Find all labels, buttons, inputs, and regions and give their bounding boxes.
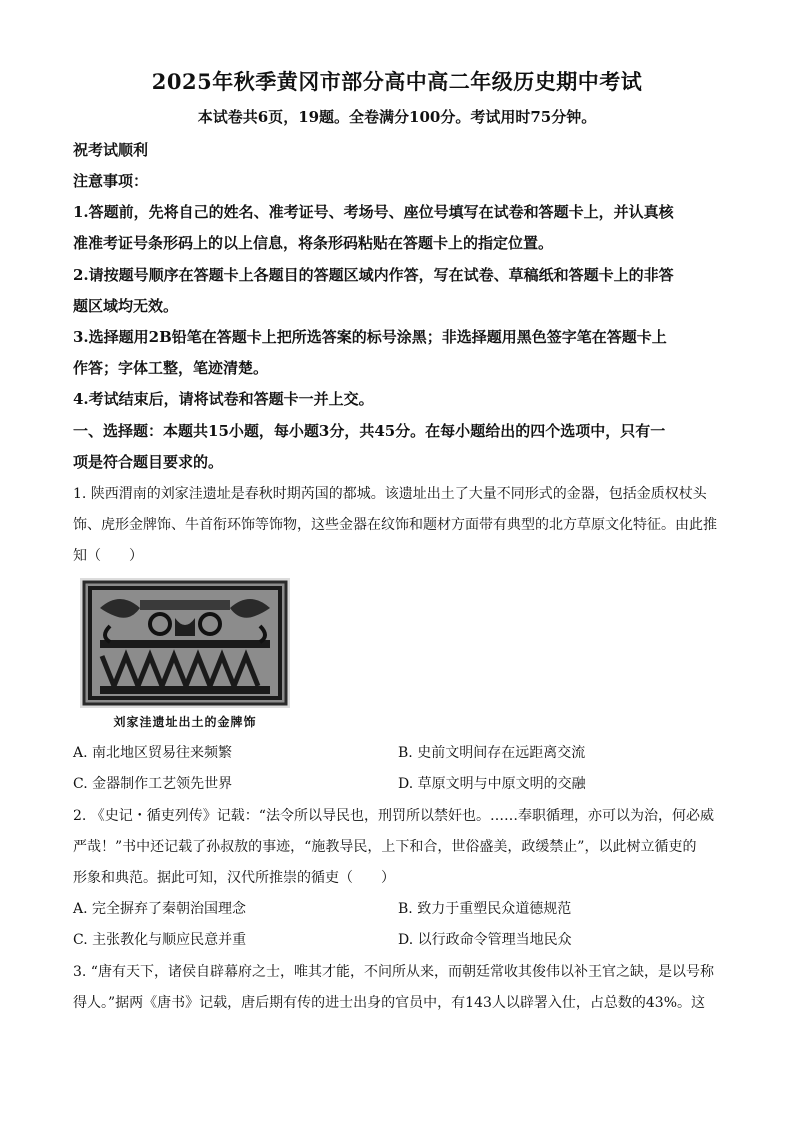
notice-line: 作答；字体工整，笔迹清楚。	[73, 359, 269, 377]
notice-heading: 注意事项：	[73, 172, 149, 190]
question-2-text: 形象和典范。据此可知，汉代所推崇的循吏（ ）	[73, 870, 395, 886]
notice-line: 准准考证号条形码上的以上信息，将条形码粘贴在答题卡上的指定位置。	[73, 234, 554, 252]
question-2-text: 2. 《史记・循吏列传》记载：“法令所以导民也，刑罚所以禁奸也。……奉职循理，亦可以为治，何必威	[73, 808, 714, 824]
section-heading: 项是符合题目要求的。	[73, 453, 224, 471]
option-c: C. 金器制作工艺领先世界	[73, 776, 233, 792]
question-2-text: 严哉！”书中还记载了孙叔敖的事迹，“施教导民，上下和合，世俗盛美，政缓禁止”，以此树立循吏的	[73, 839, 697, 855]
exam-subtitle: 本试卷共6页，19题。全卷满分100分。考试用时75分钟。	[197, 108, 597, 126]
question-3-text: 3. “唐有天下，诸侯自辟幕府之士，唯其才能，不问所从来，而朝廷常收其俊伟以补王官之缺，是以号称	[73, 964, 714, 980]
question-1-text: 1. 陕西渭南的刘家洼遗址是春秋时期芮国的都城。该遗址出土了大量不同形式的金器，包括金质权杖头	[73, 486, 707, 502]
notice-line: 3.选择题用2B铅笔在答题卡上把所选答案的标号涂黑；非选择题用黑色签字笔在答题卡上	[73, 328, 667, 346]
option-a: A. 南北地区贸易往来频繁	[73, 745, 233, 761]
notice-line: 4.考试结束后，请将试卷和答题卡一并上交。	[73, 390, 374, 408]
notice-line: 2.请按题号顺序在答题卡上各题目的答题区域内作答，写在试卷、草稿纸和答题卡上的非答	[73, 266, 674, 284]
figure-caption: 刘家洼遗址出土的金牌饰	[113, 715, 257, 729]
option-b: B. 史前文明间存在远距离交流	[398, 745, 586, 761]
option-c: C. 主张教化与顺应民意并重	[73, 932, 247, 948]
option-b: B. 致力于重塑民众道德规范	[398, 901, 572, 917]
notice-line: 1.答题前，先将自己的姓名、准考证号、考场号、座位号填写在试卷和答题卡上，并认真核	[73, 203, 674, 221]
option-d: D. 以行政命令管理当地民众	[398, 932, 572, 948]
wish-text: 祝考试顺利	[73, 141, 149, 159]
option-a: A. 完全摒弃了秦朝治国理念	[73, 901, 247, 917]
question-3-text: 得人。”据两《唐书》记载，唐后期有传的进士出身的官员中，有143人以辟署入仕，占总数的43%。这	[73, 995, 705, 1011]
option-d: D. 草原文明与中原文明的交融	[398, 776, 586, 792]
question-1-text: 知（ ）	[73, 548, 143, 564]
notice-line: 题区域均无效。	[73, 297, 179, 315]
exam-title: 2025年秋季黄冈市部分高中高二年级历史期中考试	[151, 69, 643, 94]
section-heading: 一、选择题：本题共15小题，每小题3分，共45分。在每小题给出的四个选项中，只有一	[73, 422, 666, 440]
question-1-text: 饰、虎形金牌饰、牛首衔环饰等饰物，这些金器在纹饰和题材方面带有典型的北方草原文化特征。由此推	[73, 517, 717, 533]
gold-plaque-image	[80, 578, 290, 708]
